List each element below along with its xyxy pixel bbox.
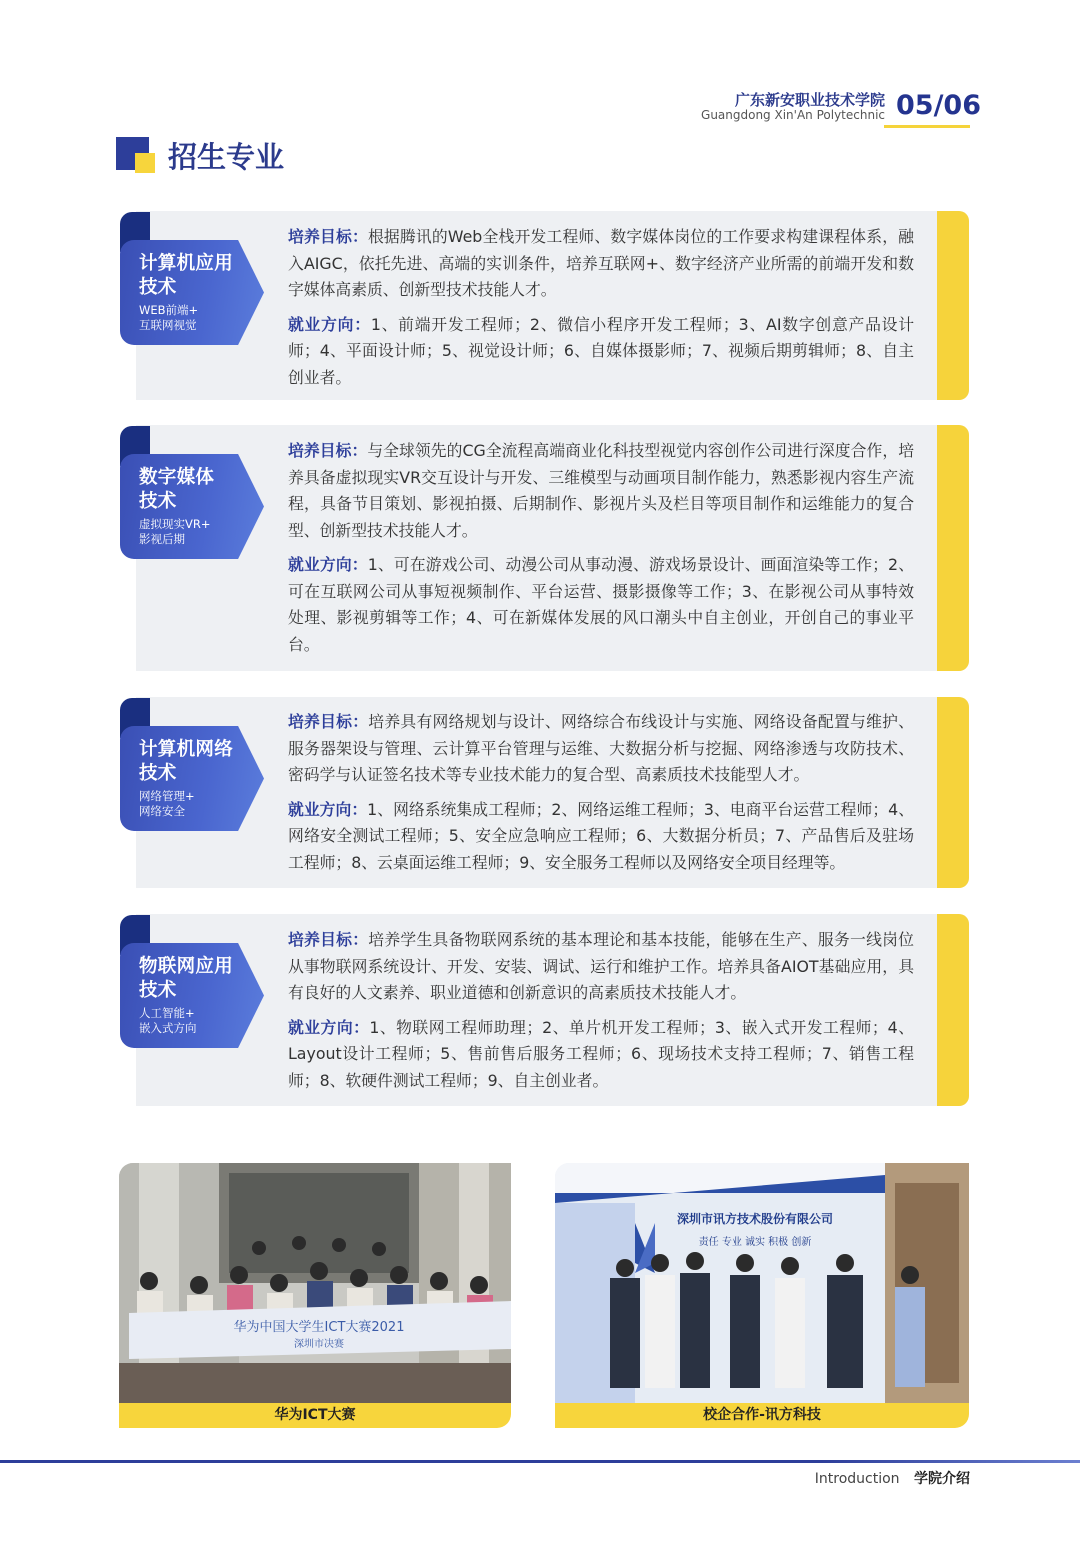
major-sub-line: 人工智能+ (139, 1006, 195, 1020)
major-name-line: 物联网应用 (139, 956, 234, 977)
major-sub-line: 网络管理+ (139, 789, 195, 803)
major-name (139, 466, 257, 514)
major-sub-line: 互联网视觉 (139, 318, 197, 332)
career-text: 1、可在游戏公司、动漫公司从事动漫、游戏场景设计、画面渲染等工作；2、可在互联网公司从事短视频制作、平台运营、摄影摄像等工作；3、在影视公司从事特效处理、影视剪辑等工作；4、可在新媒体发展的风口潮头中自主创业，开创自己的事业平台。 (288, 555, 914, 654)
major-subtitle (139, 789, 257, 819)
major-name-line: 技术 (139, 277, 177, 298)
footer-divider (0, 1460, 1080, 1463)
school-name-cn: 广东新安职业技术学院 (734, 91, 885, 109)
major-tag-text (139, 252, 257, 333)
career-paragraph (288, 1015, 914, 1095)
photo-caption: 校企合作-讯方科技 (555, 1403, 969, 1428)
page-title: 招生专业 (168, 140, 285, 174)
footer-en: Introduction (814, 1471, 900, 1487)
major-name-line: 技术 (139, 980, 177, 1001)
major-name-line: 数字媒体 (139, 467, 215, 488)
career-label: 就业方向： (288, 555, 368, 574)
major-name (139, 955, 257, 1003)
goal-text: 与全球领先的CG全流程高端商业化科技型视觉内容创作公司进行深度合作，培养具备虚拟现实VR交互设计与开发、三维模型与动画项目制作能力，熟悉影视内容生产流程，具备节目策划、影视拍摄、后期制作、影视片头及栏目等项目制作和运维能力的复合型、创新型技术技能人才。 (288, 441, 914, 540)
major-tag-text (139, 738, 257, 819)
wall-text: 深圳市讯方技术股份有限公司 (676, 1212, 834, 1226)
career-text: 1、物联网工程师助理；2、单片机开发工程师；3、嵌入式开发工程师；4、Layout设计工程师；5、售前售后服务工程师；6、现场技术支持工程师；7、销售工程师；8、软硬件测试工程师；9、自主创业者。 (288, 1017, 914, 1090)
major-sub-line: WEB前端+ (139, 303, 199, 317)
title-accent-icon (135, 153, 155, 173)
footer-cn: 学院介绍 (914, 1471, 970, 1487)
career-paragraph (288, 312, 914, 392)
major-sub-line: 虚拟现实VR+ (139, 517, 211, 531)
card-accent-bar (937, 425, 969, 671)
major-name (139, 252, 257, 300)
banner-text: 华为中国大学生ICT大赛2021 (233, 1320, 405, 1335)
major-name-line: 技术 (139, 491, 177, 512)
major-tag (120, 915, 264, 1048)
major-sub-line: 嵌入式方向 (139, 1021, 197, 1035)
card-accent-bar (937, 697, 969, 888)
major-tag-text (139, 955, 257, 1036)
card-accent-bar (937, 211, 969, 400)
major-name (139, 738, 257, 786)
career-paragraph (288, 552, 914, 658)
goal-text: 培养具有网络规划与设计、网络综合布线设计与实施、网络设备配置与维护、服务器架设与管理、云计算平台管理与运维、大数据分析与挖掘、网络渗透与攻防技术、密码学与认证签名技术等专业技术能力的复合型、高素质技术技能型人才。 (288, 712, 914, 784)
goal-text: 培养学生具备物联网系统的基本理论和基本技能，能够在生产、服务一线岗位从事物联网系统设计、开发、安装、调试、运行和维护工作。培养具备AIOT基础应用，具有良好的人文素养、职业道德和创新意识的高素质技术技能人才。 (288, 930, 914, 1002)
meeting-photo-image (555, 1163, 969, 1403)
goal-paragraph (288, 224, 914, 304)
footer (815, 1468, 970, 1488)
career-label: 就业方向： (288, 314, 371, 334)
goal-paragraph (288, 927, 914, 1007)
major-description (288, 709, 914, 884)
school-name-en: Guangdong Xin'An Polytechnic (701, 108, 885, 122)
major-tag-text (139, 466, 257, 547)
major-tag (120, 698, 264, 831)
major-sub-line: 网络安全 (139, 804, 185, 818)
card-accent-bar (937, 914, 969, 1106)
goal-paragraph (288, 438, 914, 544)
major-sub-line: 影视后期 (139, 532, 185, 546)
major-subtitle (139, 1006, 257, 1036)
banner-subtext: 深圳市决赛 (294, 1339, 344, 1350)
career-label: 就业方向： (288, 1017, 370, 1037)
career-paragraph (288, 797, 914, 877)
major-description (288, 927, 914, 1102)
goal-label: 培养目标： (288, 227, 368, 246)
major-name-line: 计算机网络 (139, 739, 234, 760)
major-name-line: 计算机应用 (139, 253, 234, 274)
school-name (701, 92, 885, 122)
photo-huawei-ict (119, 1163, 511, 1428)
goal-label: 培养目标： (288, 930, 369, 949)
group-photo-image (119, 1163, 511, 1403)
photo-cooperation (555, 1163, 969, 1428)
major-name-line: 技术 (139, 763, 177, 784)
major-description (288, 438, 914, 666)
career-text: 1、网络系统集成工程师；2、网络运维工程师；3、电商平台运营工程师；4、网络安全测试工程师；5、安全应急响应工程师；6、大数据分析员；7、产品售后及驻场工程师；8、云桌面运维工程师；9、安全服务工程师以及网络安全项目经理等。 (288, 799, 914, 872)
goal-paragraph (288, 709, 914, 789)
major-subtitle (139, 517, 257, 547)
major-tag (120, 212, 264, 345)
goal-label: 培养目标： (288, 441, 368, 460)
header-divider (884, 125, 970, 128)
photo-caption: 华为ICT大赛 (119, 1403, 511, 1428)
major-tag (120, 426, 264, 559)
wall-subtext: 责任 专业 诚实 积极 创新 (698, 1237, 812, 1248)
goal-text: 根据腾讯的Web全栈开发工程师、数字媒体岗位的工作要求构建课程体系，融入AIGC，依托先进、高端的实训条件，培养互联网+、数字经济产业所需的前端开发和数字媒体高素质、创新型技术技能人才。 (288, 227, 914, 299)
goal-label: 培养目标： (288, 712, 369, 731)
major-description (288, 224, 914, 399)
major-subtitle (139, 303, 257, 333)
page-number: 05/06 (896, 90, 982, 121)
career-text: 1、前端开发工程师；2、微信小程序开发工程师；3、AI数字创意产品设计师；4、平面设计师；5、视觉设计师；6、自媒体摄影师；7、视频后期剪辑师；8、自主创业者。 (288, 314, 914, 387)
career-label: 就业方向： (288, 799, 368, 819)
